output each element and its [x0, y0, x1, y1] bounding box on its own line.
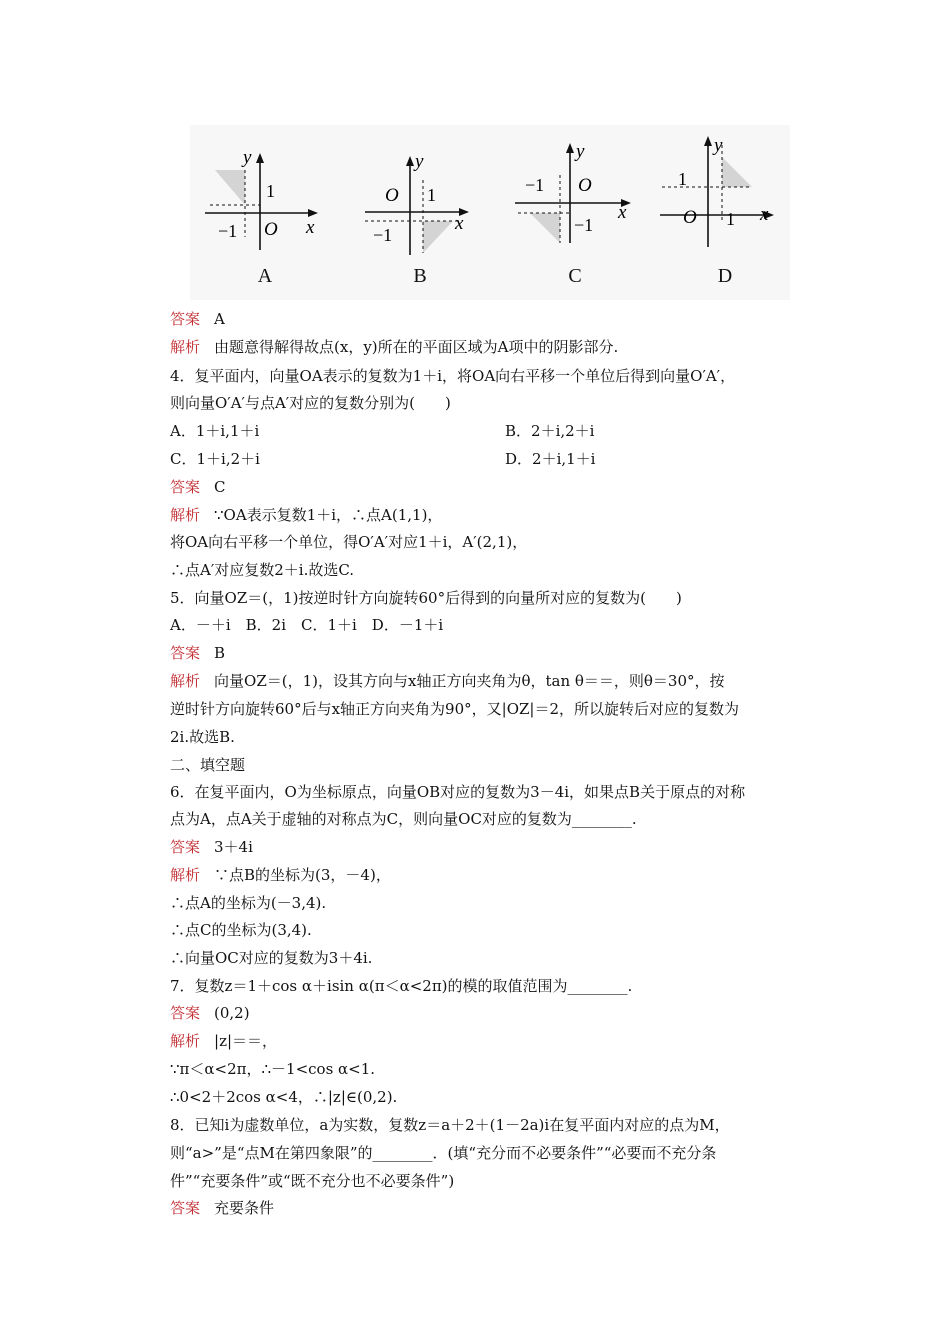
panel-d — [650, 125, 800, 300]
analysis-text: 由题意得解得故点(x，y)所在的平面区域为A项中的阴影部分. — [214, 338, 619, 356]
answer-text: C — [214, 478, 226, 496]
question-4-line-2: 则向量O′A′与点A′对应的复数分别为( ) — [170, 394, 451, 412]
answer-3 — [170, 309, 820, 331]
analysis-tag: 解析 — [170, 1032, 201, 1050]
answer-5 — [170, 643, 820, 665]
x-label: x — [455, 213, 464, 234]
answer-text: A — [214, 310, 225, 328]
analysis-text: ∵OA表示复数1＋i，∴点A(1,1)， — [214, 506, 443, 524]
question-4-options-row-1 — [170, 421, 820, 443]
answer-8 — [170, 1198, 820, 1220]
question-6-line-2: 点为A，点A关于虚轴的对称点为C，则向量OC对应的复数为________. — [170, 810, 637, 828]
analysis-7-line-2: ∵π＜α<2π，∴－1<cos α<1. — [170, 1060, 376, 1078]
y-label: y — [576, 141, 585, 162]
analysis-5-line-2: 逆时针方向旋转60°后与x轴正方向夹角为90°，又|OZ|＝2，所以旋转后对应的复数为 — [170, 700, 740, 718]
analysis-text: ∵点B的坐标为(3，－4)， — [214, 866, 391, 884]
analysis-3 — [170, 337, 820, 359]
y-label: y — [243, 147, 252, 168]
panel-d-label: D — [717, 265, 733, 287]
shaded-region — [530, 213, 560, 243]
question-8-line-2: 则“a>”是“点M在第四象限”的________．(填“充分而不必要条件”“必要而不充分条 — [170, 1144, 717, 1162]
option-c: C．1＋i,2＋i — [170, 450, 260, 468]
question-5-options: A．－＋i B．2i C．1＋i D．－1＋i — [170, 616, 444, 634]
analysis-tag: 解析 — [170, 338, 201, 356]
question-5-line-1: 5．向量OZ＝(，1)按逆时针方向旋转60°后得到的向量所对应的复数为( ) — [170, 589, 682, 607]
tick-1: 1 — [266, 181, 275, 201]
analysis-6-line-3: ∴点C的坐标为(3,4). — [170, 921, 312, 939]
section-fill-in-title: 二、填空题 — [170, 756, 246, 774]
analysis-6-line-4: ∴向量OC对应的复数为3＋4i. — [170, 949, 373, 967]
y-arrow — [256, 153, 264, 163]
panel-b-label: B — [413, 265, 427, 287]
question-6-line-1: 6．在复平面内，O为坐标原点，向量OB对应的复数为3－4i，如果点B关于原点的对称 — [170, 783, 746, 801]
analysis-text: |z|＝＝， — [214, 1032, 278, 1050]
option-a: A．1＋i,1＋i — [170, 422, 260, 440]
answer-6 — [170, 837, 820, 859]
tick-1-x: 1 — [726, 209, 735, 229]
tick-1-y: 1 — [678, 169, 687, 189]
answer-tag: 答案 — [170, 644, 201, 662]
analysis-7-line-1 — [170, 1031, 820, 1053]
y-arrow — [566, 143, 574, 153]
answer-tag: 答案 — [170, 310, 201, 328]
answer-tag: 答案 — [170, 1004, 201, 1022]
question-8-line-1: 8．已知i为虚数单位，a为实数，复数z＝a＋2＋(1－2a)i在复平面内对应的点为M， — [170, 1116, 730, 1134]
analysis-5-line-1 — [170, 671, 820, 693]
answer-text: 充要条件 — [214, 1199, 275, 1217]
analysis-4-line-2: 将OA向右平移一个单位，得O′A′对应1＋i，A′(2,1)， — [170, 533, 528, 551]
y-label: y — [415, 151, 424, 172]
answer-text: B — [214, 644, 226, 662]
tick-m1: −1 — [373, 225, 393, 245]
question-7: 7．复数z＝1＋cos α＋isin α(π＜α<2π)的模的取值范围为________. — [170, 977, 633, 995]
question-4-options-row-2 — [170, 449, 820, 471]
analysis-6-line-2: ∴点A的坐标为(－3,4). — [170, 894, 327, 912]
panel-a-label: A — [257, 265, 273, 287]
answer-text: (0,2) — [214, 1004, 250, 1022]
answer-tag: 答案 — [170, 1199, 201, 1217]
panel-b — [345, 125, 495, 300]
tick-m1-y: −1 — [525, 175, 545, 195]
analysis-tag: 解析 — [170, 866, 201, 884]
question-4-line-1: 4．复平面内，向量OA表示的复数为1＋i，将OA向右平移一个单位后得到向量O′A′， — [170, 367, 736, 385]
analysis-text: 向量OZ＝(，1)，设其方向与x轴正方向夹角为θ，tan θ＝＝，则θ＝30°，按 — [214, 672, 725, 690]
tick-m1-x: −1 — [574, 215, 594, 235]
x-label: x — [760, 204, 769, 225]
shaded-region — [423, 221, 453, 253]
y-arrow — [406, 156, 414, 166]
panel-a — [190, 125, 340, 300]
figure-coordinate-options — [190, 125, 790, 300]
answer-7 — [170, 1003, 820, 1025]
answer-4 — [170, 477, 820, 499]
analysis-7-line-3: ∴0<2＋2cos α<4，∴|z|∈(0,2). — [170, 1088, 398, 1106]
tick-m1: −1 — [218, 221, 238, 241]
origin-label: O — [683, 207, 697, 228]
x-arrow — [308, 209, 318, 217]
analysis-4-line-1 — [170, 505, 820, 527]
x-label: x — [306, 217, 315, 238]
analysis-tag: 解析 — [170, 506, 201, 524]
tick-1: 1 — [427, 185, 436, 205]
y-arrow — [704, 136, 712, 146]
origin-label: O — [264, 219, 278, 240]
answer-tag: 答案 — [170, 838, 201, 856]
panel-c-label: C — [568, 265, 582, 287]
analysis-5-line-3: 2i.故选B. — [170, 728, 235, 746]
answer-tag: 答案 — [170, 478, 201, 496]
analysis-6-line-1 — [170, 865, 820, 887]
option-b: B．2＋i,2＋i — [505, 422, 595, 440]
answer-text: 3＋4i — [214, 838, 253, 856]
x-label: x — [618, 202, 627, 223]
shaded-region — [215, 170, 245, 205]
origin-label: O — [578, 175, 592, 196]
y-label: y — [714, 135, 723, 156]
shaded-region — [722, 157, 752, 187]
panel-c — [500, 125, 650, 300]
question-8-line-3: 件”“充要条件”或“既不充分也不必要条件”) — [170, 1172, 455, 1190]
analysis-tag: 解析 — [170, 672, 201, 690]
origin-label: O — [385, 185, 399, 206]
option-d: D．2＋i,1＋i — [505, 450, 596, 468]
analysis-4-line-3: ∴点A′对应复数2＋i.故选C. — [170, 561, 355, 579]
